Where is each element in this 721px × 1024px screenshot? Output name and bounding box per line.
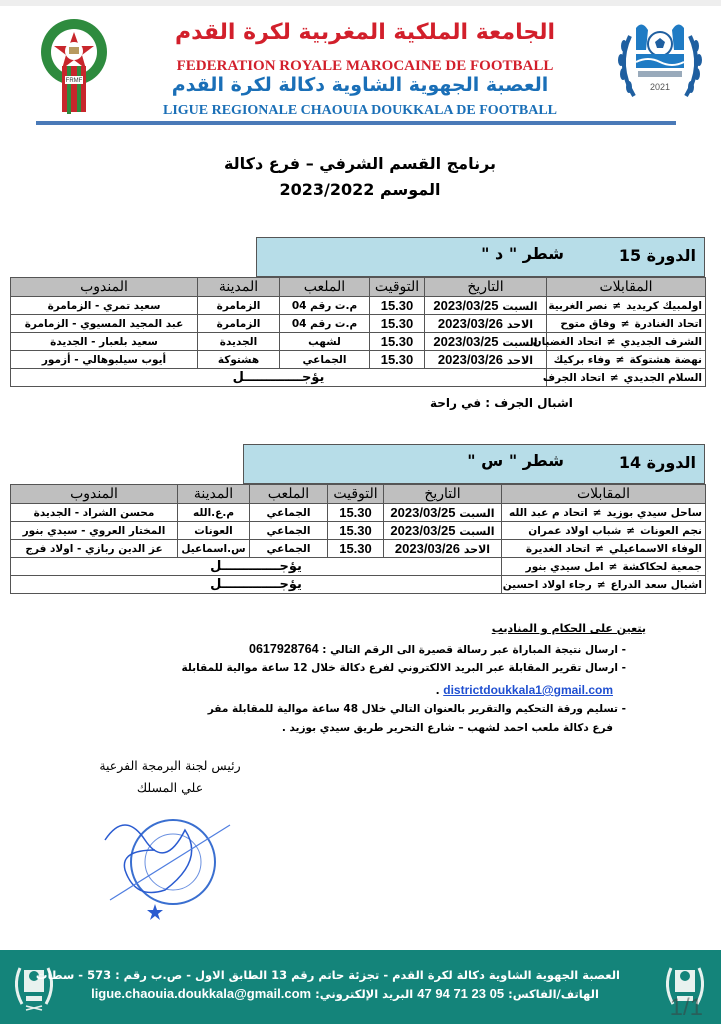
note-period: . — [435, 685, 444, 697]
away-team: شباب اولاد عمران — [528, 524, 622, 537]
city-cell: م.ع.الله — [178, 504, 250, 522]
time-cell: 15.30 — [370, 351, 425, 369]
table-header-row — [11, 485, 706, 504]
match-day: السبت — [459, 507, 495, 520]
away-team: امل سيدي بنور — [525, 560, 604, 573]
logo-left-label: FRMF — [65, 78, 83, 84]
postponed-status: يؤجـــــــــــــل — [11, 576, 502, 594]
footer-logo-left-icon — [12, 958, 56, 1012]
versus-icon: ≠ — [615, 353, 625, 366]
match-cell — [502, 540, 706, 558]
versus-icon: ≠ — [620, 317, 630, 330]
date-cell — [425, 297, 547, 315]
city-cell: س.اسماعيل — [178, 540, 250, 558]
match-cell — [542, 369, 706, 387]
note-sms-text: - ارسال نتيجة المباراة عبر رسالة قصيرة الى الرقم التالي : — [318, 644, 626, 656]
match-day: الاحد — [506, 318, 534, 331]
col-stadium: الملعب — [250, 485, 328, 504]
official-stamp-icon — [95, 800, 235, 920]
table-row — [11, 333, 706, 351]
footer-bar — [0, 950, 721, 1024]
delegate-cell: سعيد بلعبار - الجديدة — [11, 333, 198, 351]
postponed-status: يؤجـــــــــــــل — [11, 558, 502, 576]
stadium-cell: م.ت رقم 04 — [280, 315, 370, 333]
group-d-schedule-table — [10, 277, 706, 387]
match-cell — [502, 576, 706, 594]
match-date: 2023/03/25 — [433, 298, 499, 313]
home-team: ساحل سيدي بوزيد — [606, 506, 702, 519]
home-team: اتحاد الغنادرة — [634, 317, 702, 330]
match-date: 2023/03/25 — [390, 523, 456, 538]
table-row — [11, 351, 706, 369]
col-matches: المقابلات — [547, 278, 706, 297]
postponed-row — [11, 576, 706, 594]
top-strip — [0, 0, 721, 6]
delegate-cell: محسن الشراد - الجديدة — [11, 504, 178, 522]
col-delegate: المندوب — [11, 485, 178, 504]
date-cell — [384, 522, 502, 540]
away-team: اتحاد الغضبان — [532, 335, 602, 348]
home-team: نجم العونات — [640, 524, 702, 537]
note-email-address — [436, 683, 613, 697]
note-sms-result — [249, 642, 626, 656]
table-header-row — [11, 278, 706, 297]
away-team: وفاء بركيك — [553, 353, 611, 366]
stadium-cell: م.ت رقم 04 — [280, 297, 370, 315]
home-team: السلام الجديدي — [623, 371, 702, 384]
federation-name-fr: FEDERATION ROYALE MAROCAINE DE FOOTBALL — [176, 58, 554, 74]
date-cell — [384, 504, 502, 522]
email-label: البريد الإلكتروني: — [315, 987, 414, 1001]
versus-icon: ≠ — [609, 371, 619, 384]
table-row — [11, 297, 706, 315]
stadium-cell: الجماعي — [250, 504, 328, 522]
col-time: التوقيت — [370, 278, 425, 297]
versus-icon: ≠ — [612, 299, 622, 312]
col-delegate: المندوب — [11, 278, 198, 297]
col-date: التاريخ — [425, 278, 547, 297]
city-cell: الزمامرة — [198, 315, 280, 333]
time-cell: 15.30 — [328, 522, 384, 540]
delegate-cell: عبد المجيد المسيوي - الزمامرة — [11, 315, 198, 333]
note-deliver-address: فرع دكالة ملعب احمد لشهب – شارع التحرير طريق سيدي بوزيد . — [281, 722, 613, 734]
away-team: اتحاد الغديرة — [525, 542, 591, 555]
versus-icon: ≠ — [595, 542, 604, 555]
versus-icon: ≠ — [626, 524, 636, 537]
versus-icon: ≠ — [592, 506, 602, 519]
table-row — [11, 540, 706, 558]
sms-phone-number: 0617928764 — [249, 642, 319, 656]
date-cell — [425, 333, 547, 351]
home-team: اولمبيك كريديد — [626, 299, 702, 312]
match-day: السبت — [502, 300, 538, 313]
date-cell — [425, 315, 547, 333]
bye-team: اشبال الجرف : في راحة — [430, 396, 573, 410]
delegate-cell: عز الدين ربازي - اولاد فرج — [11, 540, 178, 558]
page-number: 1/1 — [669, 994, 703, 1021]
league-name-fr: LIGUE REGIONALE CHAOUIA DOUKKALA DE FOOTBALL — [162, 103, 557, 118]
away-team: اتحاد م عبد الله — [508, 506, 588, 519]
away-team: رجاء اولاد احسين — [502, 578, 592, 591]
district-email-link[interactable]: districtdoukkala1@gmail.com — [443, 683, 613, 697]
match-cell — [547, 315, 706, 333]
group-label: شطر " س " — [467, 451, 564, 470]
logo-right-year: 2021 — [649, 82, 671, 92]
stadium-cell: الجماعي — [250, 540, 328, 558]
match-cell — [547, 351, 706, 369]
match-date: 2023/03/26 — [437, 352, 503, 367]
city-cell: الزمامرة — [198, 297, 280, 315]
city-cell: هشتوكة — [198, 351, 280, 369]
stadium-cell: الجماعي — [250, 522, 328, 540]
home-team: الشرف الجديدي — [620, 335, 702, 348]
col-time: التوقيت — [328, 485, 384, 504]
stadium-cell: لشهب — [280, 333, 370, 351]
page-title: برنامج القسم الشرفي – فرع دكالة — [223, 154, 497, 173]
group-s-schedule-table — [10, 484, 706, 594]
match-date: 2023/03/26 — [394, 541, 460, 556]
versus-icon: ≠ — [606, 335, 616, 348]
match-cell — [532, 333, 706, 351]
header-divider — [36, 121, 676, 125]
table-row — [11, 522, 706, 540]
league-email[interactable]: ligue.chaouia.doukkala@gmail.com — [91, 986, 312, 1001]
postponed-row — [11, 558, 706, 576]
match-cell — [502, 504, 706, 522]
time-cell: 15.30 — [370, 333, 425, 351]
notes-title: يتعين على الحكام و المناديب — [491, 622, 646, 635]
col-city: المدينة — [178, 485, 250, 504]
group-label: شطر " د " — [481, 244, 564, 263]
home-team: جمعية لحكاكشة — [622, 560, 702, 573]
col-matches: المقابلات — [502, 485, 706, 504]
match-date: 2023/03/25 — [390, 505, 456, 520]
league-logo-icon — [612, 16, 708, 112]
time-cell: 15.30 — [370, 315, 425, 333]
footer-address: العصبة الجهوية الشاوية دكالة لكرة القدم - تجزئة حاتم رقم 13 الطابق الاول - ص.ب رقم : 573 - سطات — [35, 968, 620, 982]
group-s-header — [243, 444, 705, 484]
match-date: 2023/03/26 — [437, 316, 503, 331]
col-city: المدينة — [198, 278, 280, 297]
note-deliver-sheet: - تسليم ورقة التحكيم والتقرير بالعنوان التالي خلال 48 ساعة موالية للمقابلة مقر — [207, 703, 626, 715]
col-date: التاريخ — [384, 485, 502, 504]
delegate-cell: أيوب سيلبوهالي - أزمور — [11, 351, 198, 369]
match-date: 2023/03/25 — [433, 334, 499, 349]
note-email-report: - ارسال تقرير المقابلة عبر البريد الالكتروني لفرع دكالة خلال 12 ساعة موالية للمقابلة — [181, 662, 626, 674]
time-cell: 15.30 — [328, 504, 384, 522]
city-cell: الجديدة — [198, 333, 280, 351]
home-team: الوفاء الاسماعيلي — [608, 542, 702, 555]
versus-icon: ≠ — [608, 560, 618, 573]
time-cell: 15.30 — [328, 540, 384, 558]
round-label: الدورة 14 — [618, 453, 696, 472]
postponed-row — [11, 369, 706, 387]
home-team: اشبال سعد الدراع — [610, 578, 702, 591]
league-name-ar: العصبة الجهوية الشاوية دكالة لكرة القدم — [171, 74, 549, 96]
versus-icon: ≠ — [596, 578, 606, 591]
group-d-header — [256, 237, 705, 277]
match-day: الاحد — [506, 354, 534, 367]
match-day: الاحد — [463, 543, 491, 556]
delegate-cell: سعيد تمري - الزمامرة — [11, 297, 198, 315]
home-team: نهضة هشتوكة — [629, 353, 702, 366]
federation-name-ar: الجامعة الملكية المغربية لكرة القدم — [174, 20, 555, 45]
match-cell — [502, 558, 706, 576]
frmf-logo-icon — [40, 16, 108, 116]
time-cell: 15.30 — [370, 297, 425, 315]
footer-contact — [70, 986, 620, 1001]
match-cell — [547, 297, 706, 315]
match-day: السبت — [459, 525, 495, 538]
away-team: اتحاد الجرف — [542, 371, 605, 384]
season-title: الموسم 2023/2022 — [279, 180, 441, 199]
date-cell — [384, 540, 502, 558]
postponed-status: يؤجـــــــــــــل — [11, 369, 547, 387]
col-stadium: الملعب — [280, 278, 370, 297]
away-team: نصر الغربية — [548, 299, 608, 312]
table-row — [11, 315, 706, 333]
match-cell — [502, 522, 706, 540]
match-day: السبت — [502, 336, 538, 349]
signatory-title: رئيس لجنة البرمجة الفرعية — [99, 758, 241, 773]
phone-number: 05 23 71 94 47 — [417, 986, 505, 1001]
away-team: وفاق متوح — [560, 317, 616, 330]
phone-label: الهاتف/الفاكس: — [508, 987, 599, 1001]
table-row — [11, 504, 706, 522]
round-label: الدورة 15 — [618, 246, 696, 265]
delegate-cell: المختار العروي - سيدي بنور — [11, 522, 178, 540]
date-cell — [425, 351, 547, 369]
signatory-name: علي المسلك — [136, 780, 204, 795]
city-cell: العونات — [178, 522, 250, 540]
stadium-cell: الجماعي — [280, 351, 370, 369]
